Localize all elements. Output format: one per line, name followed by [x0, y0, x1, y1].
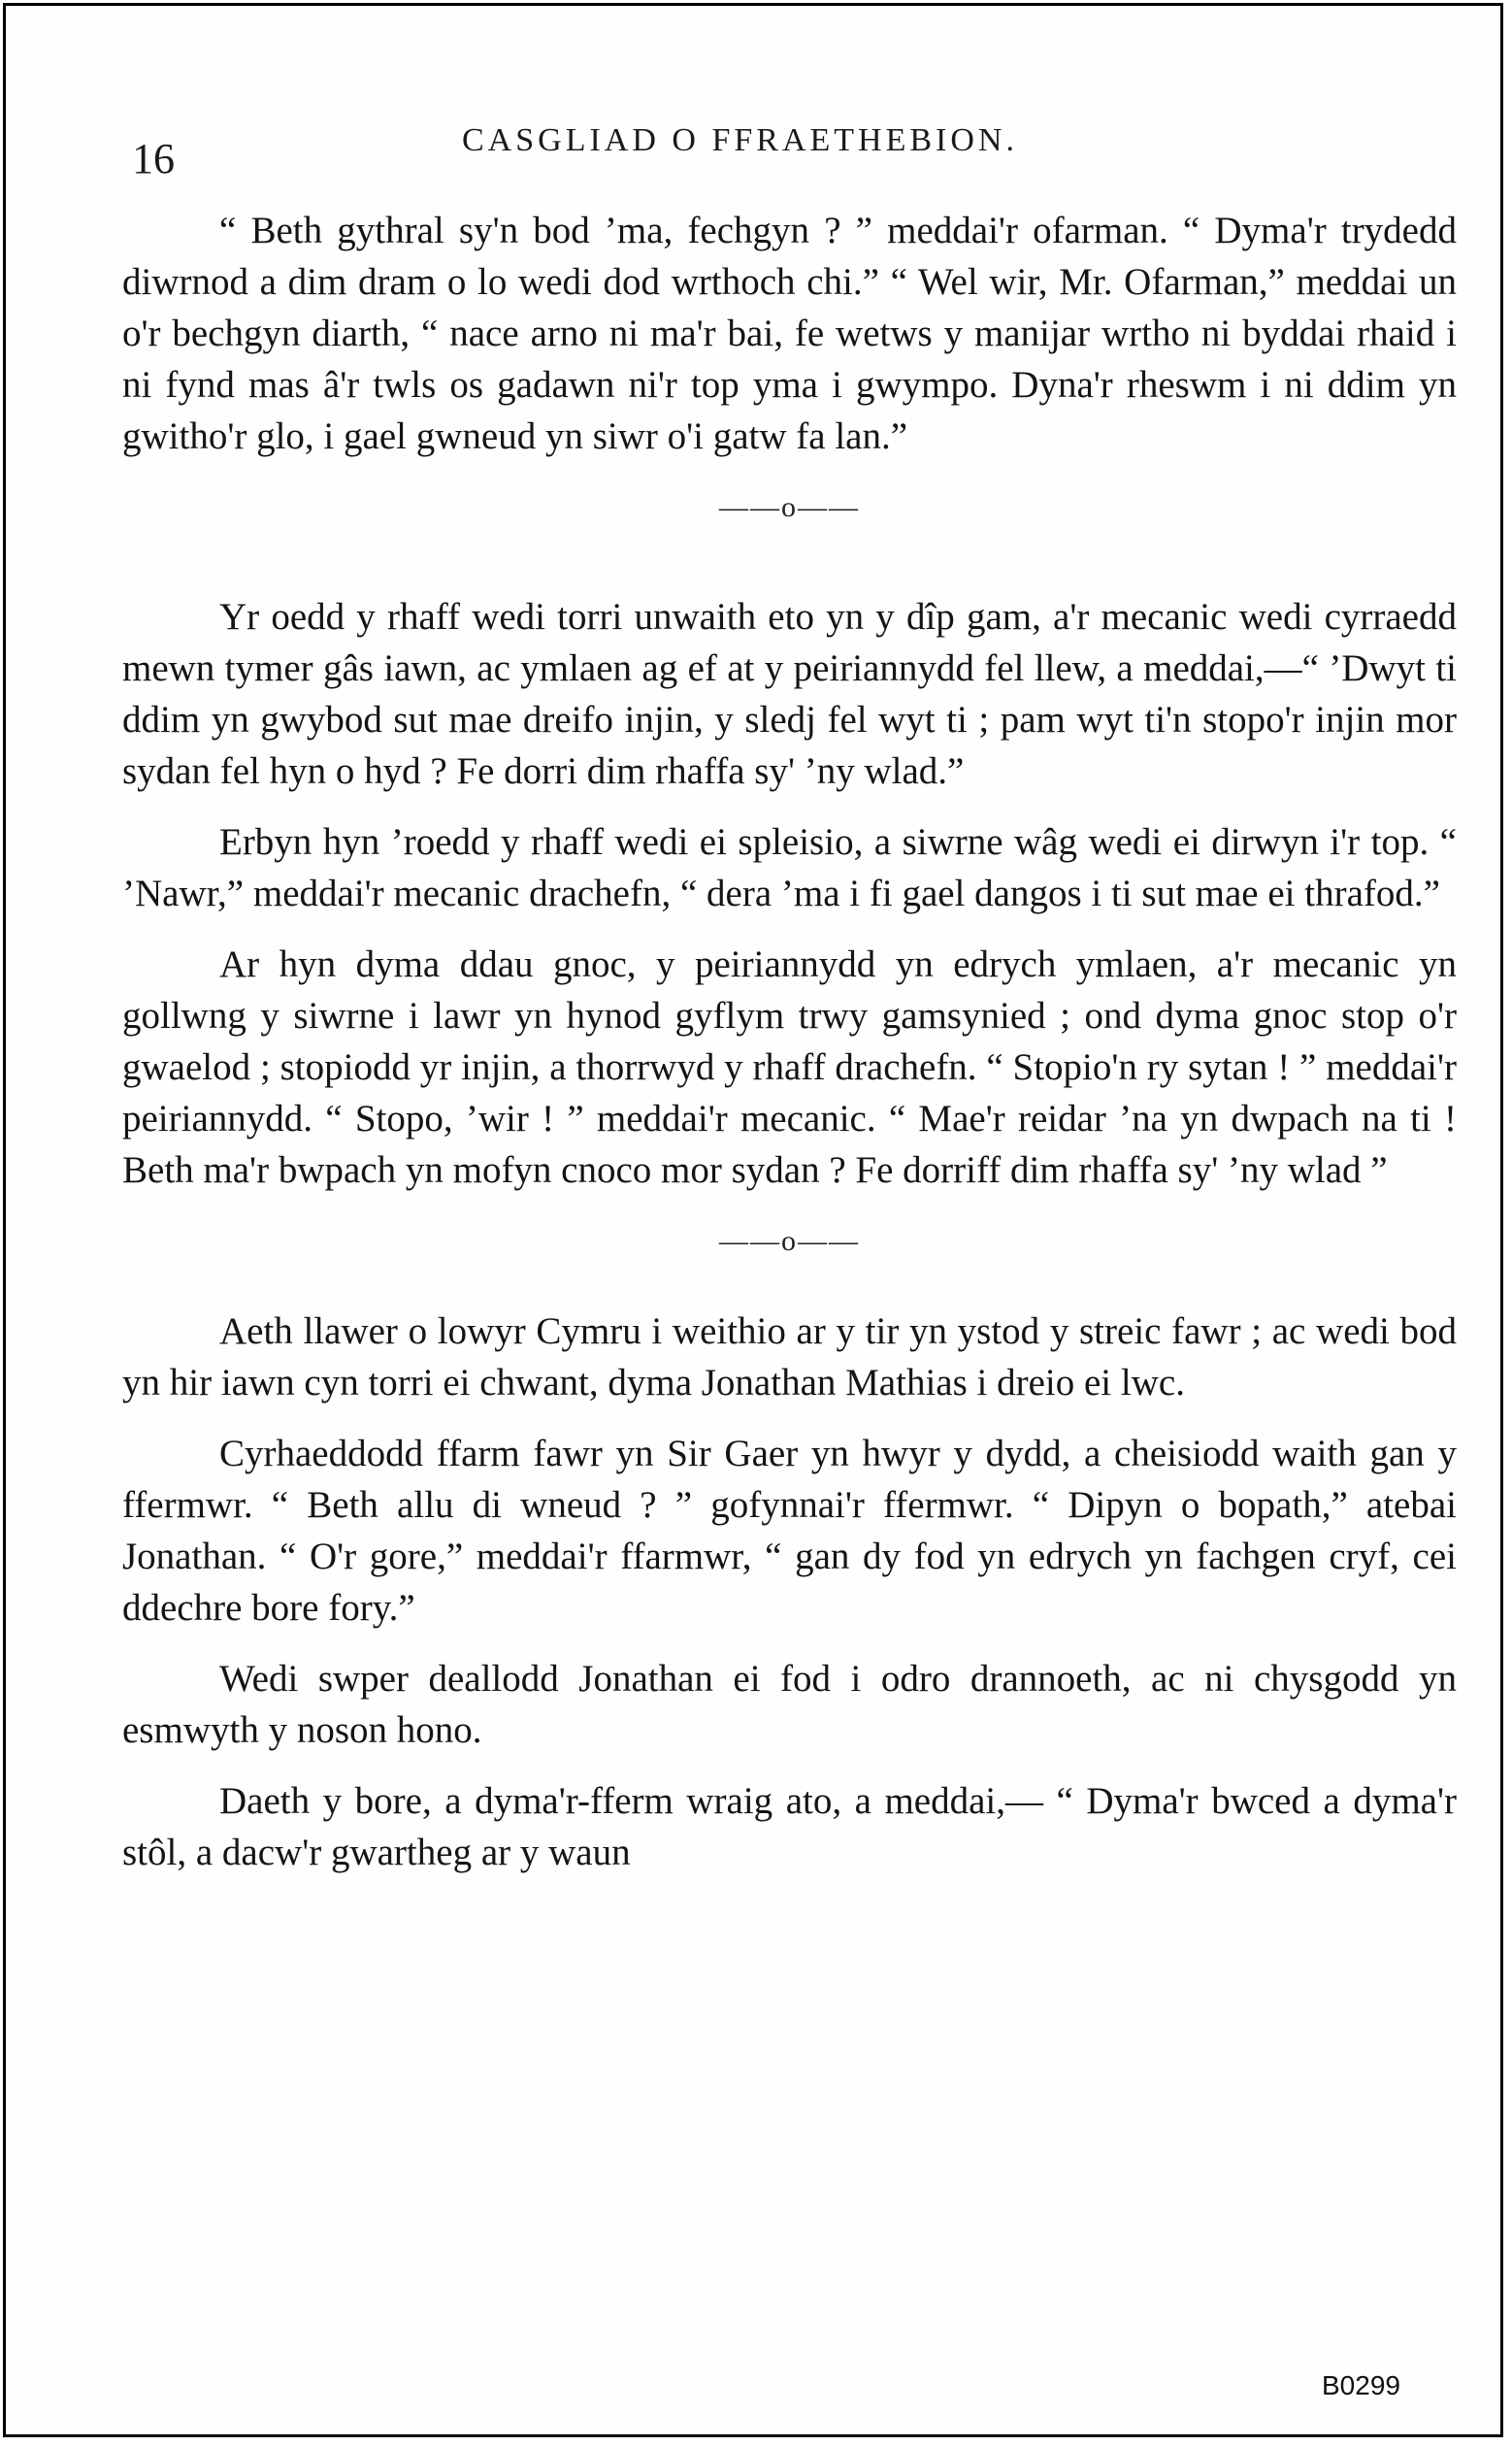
paragraph-5: Aeth llawer o lowyr Cymru i weithio ar y tir yn ystod y streic fawr ; ac wedi bod yn hir iawn cyn torri ei chwant, dyma Jonathan Mathias i dreio ei lwc. [122, 1310, 1457, 1404]
body-text [122, 205, 1457, 1898]
section-separator-2: ——o—— [719, 1225, 860, 1257]
paragraph-8: Daeth y bore, a dyma'r-fferm wraig ato, a meddai,— “ Dyma'r bwced a dyma'r stôl, a dacw'r gwartheg ar y waun [122, 1780, 1457, 1873]
section-separator-1: ——o—— [719, 491, 860, 523]
paragraph-6: Cyrhaeddodd ffarm fawr yn Sir Gaer yn hwyr y dydd, a cheisiodd waith gan y ffermwr. “ Beth allu di wneud ? ” gofynnai'r ffermwr. “ Dipyn o bopath,” atebai Jonathan. “ O'r gore,” meddai'r ffarmwr, “ gan dy fod yn edrych yn fachgen cryf, cei ddechre bore fory.” [122, 1433, 1457, 1629]
running-title: CASGLIAD O FFRAETHEBION. [462, 122, 1018, 158]
page-header [132, 122, 1442, 181]
page-number: 16 [132, 135, 175, 182]
paragraph-2: Yr oedd y rhaff wedi torri unwaith eto yn y dîp gam, a'r mecanic wedi cyrraedd mewn tymer gâs iawn, ac ymlaen ag ef at y peiriannydd fel llew, a meddai,—“ ’Dwyt ti ddim yn gwybod sut mae dreifo injin, y sledj fel wyt ti ; pam wyt ti'n stopo'r injin mor sydan fel hyn o hyd ? Fe dorri dim rhaffa sy' ’ny wlad.” [122, 596, 1457, 792]
document-id: B0299 [1322, 2370, 1400, 2400]
page-frame [3, 3, 1503, 2437]
paragraph-7: Wedi swper deallodd Jonathan ei fod i odro drannoeth, ac ni chysgodd yn esmwyth y noson hono. [122, 1658, 1457, 1751]
paragraph-4: Ar hyn dyma ddau gnoc, y peiriannydd yn edrych ymlaen, a'r mecanic yn gollwng y siwrne i lawr yn hynod gyflym trwy gamsynied ; ond dyma gnoc stop o'r gwaelod ; stopiodd yr injin, a thorrwyd y rhaff drachefn. “ Stopio'n ry sytan ! ” meddai'r peiriannydd. “ Stopo, ’wir ! ” meddai'r mecanic. “ Mae'r reidar ’na yn dwpach na ti ! Beth ma'r bwpach yn mofyn cnoco mor sydan ? Fe dorriff dim rhaffa sy' ’ny wlad ” [122, 943, 1457, 1191]
paragraph-3: Erbyn hyn ’roedd y rhaff wedi ei spleisio, a siwrne wâg wedi ei dirwyn i'r top. “ ’Nawr,” meddai'r mecanic drachefn, “ dera ’ma i fi gael dangos i ti sut mae ei thrafod.” [122, 821, 1457, 914]
paragraph-1: “ Beth gythral sy'n bod ’ma, fechgyn ? ” meddai'r ofarman. “ Dyma'r trydedd diwrnod a dim dram o lo wedi dod wrthoch chi.” “ Wel wir, Mr. Ofarman,” meddai un o'r bechgyn diarth, “ nace arno ni ma'r bai, fe wetws y manijar wrtho ni byddai rhaid i ni fynd mas â'r twls os gadawn ni'r top yma i gwympo. Dyna'r rheswm i ni ddim yn gwitho'r glo, i gael gwneud yn siwr o'i gatw fa lan.” [122, 210, 1457, 457]
